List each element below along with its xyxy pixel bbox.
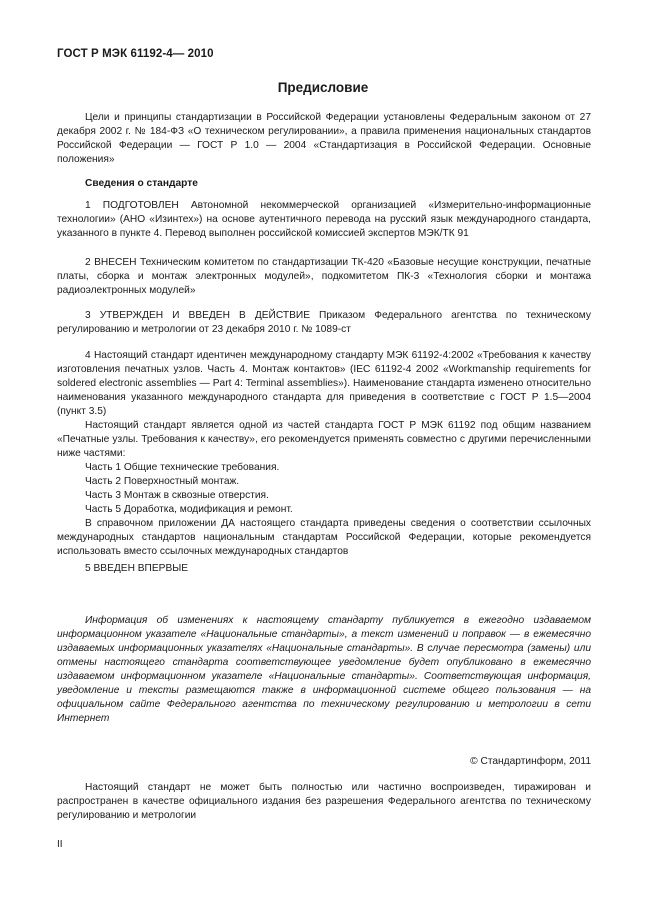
intro-block [57, 111, 591, 167]
standard-code-header: ГОСТ Р МЭК 61192-4— 2010 [57, 48, 214, 60]
item-3-paragraph: 3 УТВЕРЖДЕН И ВВЕДЕН В ДЕЙСТВИЕ Приказом Федерального агентства по техническому регулированию и метрологии от 23 декабря 2010 г. № 1089-ст [57, 310, 591, 335]
page-title: Предисловие [277, 80, 369, 95]
item-2-block [57, 256, 591, 298]
notice-block [57, 614, 591, 726]
item-4-annex-note: В справочном приложении ДА настоящего стандарта приведены сведения о соответствии ссылочных международных стандартов национальным стандартам Российской Федерации, которые рекомендуется использовать вместо ссылочных международных стандартов [57, 518, 591, 557]
part-list-item: Часть 5 Доработка, модификация и ремонт. [85, 504, 293, 515]
item-5-block [57, 562, 591, 576]
part-list-item: Часть 2 Поверхностный монтаж. [85, 476, 240, 487]
item-3-block [57, 309, 591, 337]
legal-block [57, 781, 591, 823]
notice-paragraph: Информация об изменениях к настоящему стандарту публикуется в ежегодно издаваемом информационном указателе «Национальные стандарты», а текст изменений и поправок — в ежемесячно издаваемых информационных указателях «Национальные стандарты». В случае пересмотра (замены) или отмены настоящего стандарта соответствующее уведомление будет опубликовано в ежемесячно издаваемом информационном указателе «Национальные стандарты». Соответствующая информация, уведомление и тексты размещаются также в информационной системе общего пользования — на официальном сайте Федерального агентства по техническому регулированию и метрологии в сети Интернет [57, 615, 591, 724]
item-2-paragraph: 2 ВНЕСЕН Техническим комитетом по стандартизации ТК-420 «Базовые несущие конструкции, печатные платы, сборка и монтаж электронных модулей», подкомитетом ПК-3 «Технология сборки и монтажа радиоэлектронных модулей» [57, 257, 591, 296]
part-list-item: Часть 1 Общие технические требования. [85, 462, 280, 473]
item-1-block [57, 199, 591, 241]
intro-paragraph: Цели и принципы стандартизации в Российской Федерации установлены Федеральным законом от 27 декабря 2002 г. № 184-ФЗ «О техническом регулировании», а правила применения национальных стандартов Российской Федерации — ГОСТ Р 1.0 — 2004 «Стандартизация в Российской Федерации. Основные положения» [57, 112, 591, 165]
page-number: II [57, 839, 63, 850]
item-5-paragraph: 5 ВВЕДЕН ВПЕРВЫЕ [85, 563, 189, 574]
item-4-paragraph: 4 Настоящий стандарт идентичен международному стандарту МЭК 61192-4:2002 «Требования к качеству изготовления печатных узлов. Часть 4. Монтаж контактов» (IEC 61192-4 2002 «Workmanship requirements for soldered electronic assemblies — Part 4: Terminal assemblies»). Наименование стандарта изменено относительно наименования указанного международного стандарта для приведения в соответствие с ГОСТ Р 1.5—2004 (пункт 3.5) [57, 350, 591, 417]
item-4-continuation: Настоящий стандарт является одной из частей стандарта ГОСТ Р МЭК 61192 под общим названием «Печатные узлы. Требования к качеству», его рекомендуется применять совместно с другими перечисленными ниже частями: [57, 420, 591, 459]
legal-paragraph: Настоящий стандарт не может быть полностью или частично воспроизведен, тиражирован и распространен в качестве официального издания без разрешения Федерального агентства по техническому регулированию и метрологии [57, 782, 591, 821]
part-list-item: Часть 3 Монтаж в сквозные отверстия. [85, 490, 269, 501]
section-heading-block [57, 177, 591, 191]
section-heading: Сведения о стандарте [85, 178, 198, 189]
item-1-paragraph: 1 ПОДГОТОВЛЕН Автономной некоммерческой организацией «Измерительно-информационные технологии» (АНО «Изинтех») на основе аутентичного перевода на русский язык международного стандарта, указанного в пункте 4. Перевод выполнен российской комиссией экспертов МЭК/ТК 91 [57, 200, 591, 239]
copyright-notice: © Стандартинформ, 2011 [470, 756, 591, 767]
item-4-block [57, 349, 591, 559]
